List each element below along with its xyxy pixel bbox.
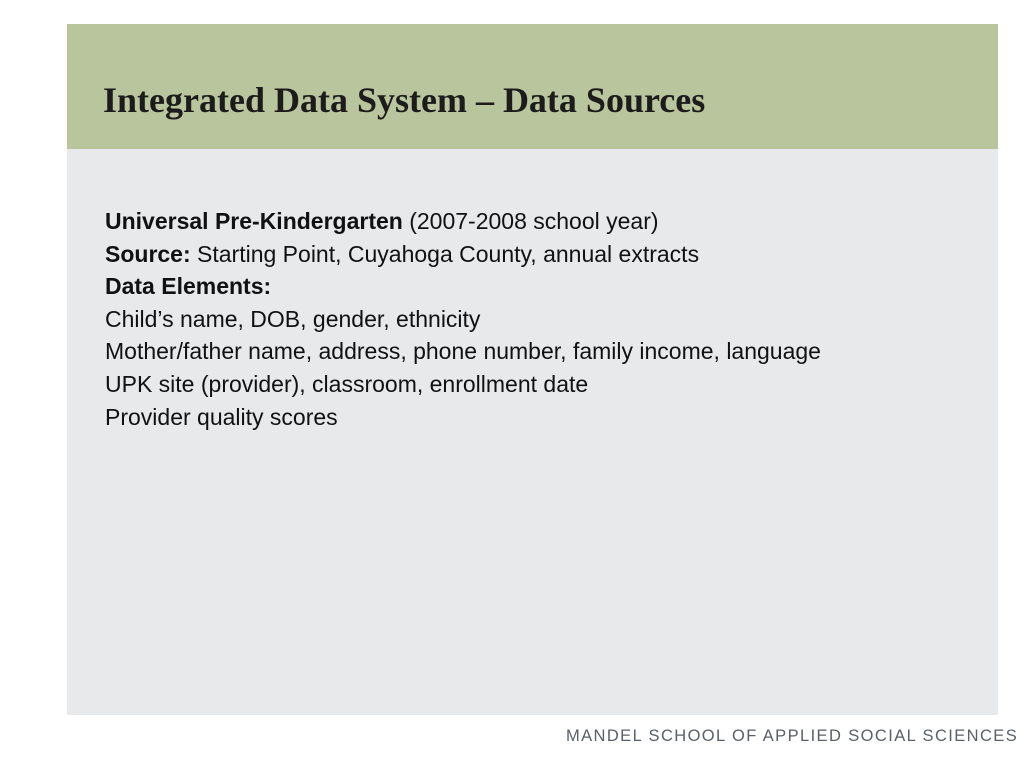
content-panel [67, 149, 998, 715]
title-band [67, 24, 998, 149]
program-line [105, 205, 821, 238]
program-period: (2007-2008 school year) [402, 208, 659, 234]
slide-title: Integrated Data System – Data Sources [103, 80, 706, 120]
body-text [105, 205, 821, 433]
data-element-item: Provider quality scores [105, 403, 338, 430]
footer-logo: MANDEL SCHOOL OF APPLIED SOCIAL SCIENCES [566, 727, 1019, 745]
source-line [105, 238, 821, 271]
data-element-item: UPK site (provider), classroom, enrollment date [105, 370, 589, 397]
data-elements-label: Data Elements: [105, 273, 272, 300]
program-name: Universal Pre-Kindergarten [105, 208, 403, 234]
source-label: Source: [105, 240, 191, 267]
source-value: Starting Point, Cuyahoga County, annual extracts [190, 240, 700, 267]
data-element-item: Mother/father name, address, phone number, family income, language [105, 338, 821, 365]
data-element-item: Child’s name, DOB, gender, ethnicity [105, 305, 481, 332]
